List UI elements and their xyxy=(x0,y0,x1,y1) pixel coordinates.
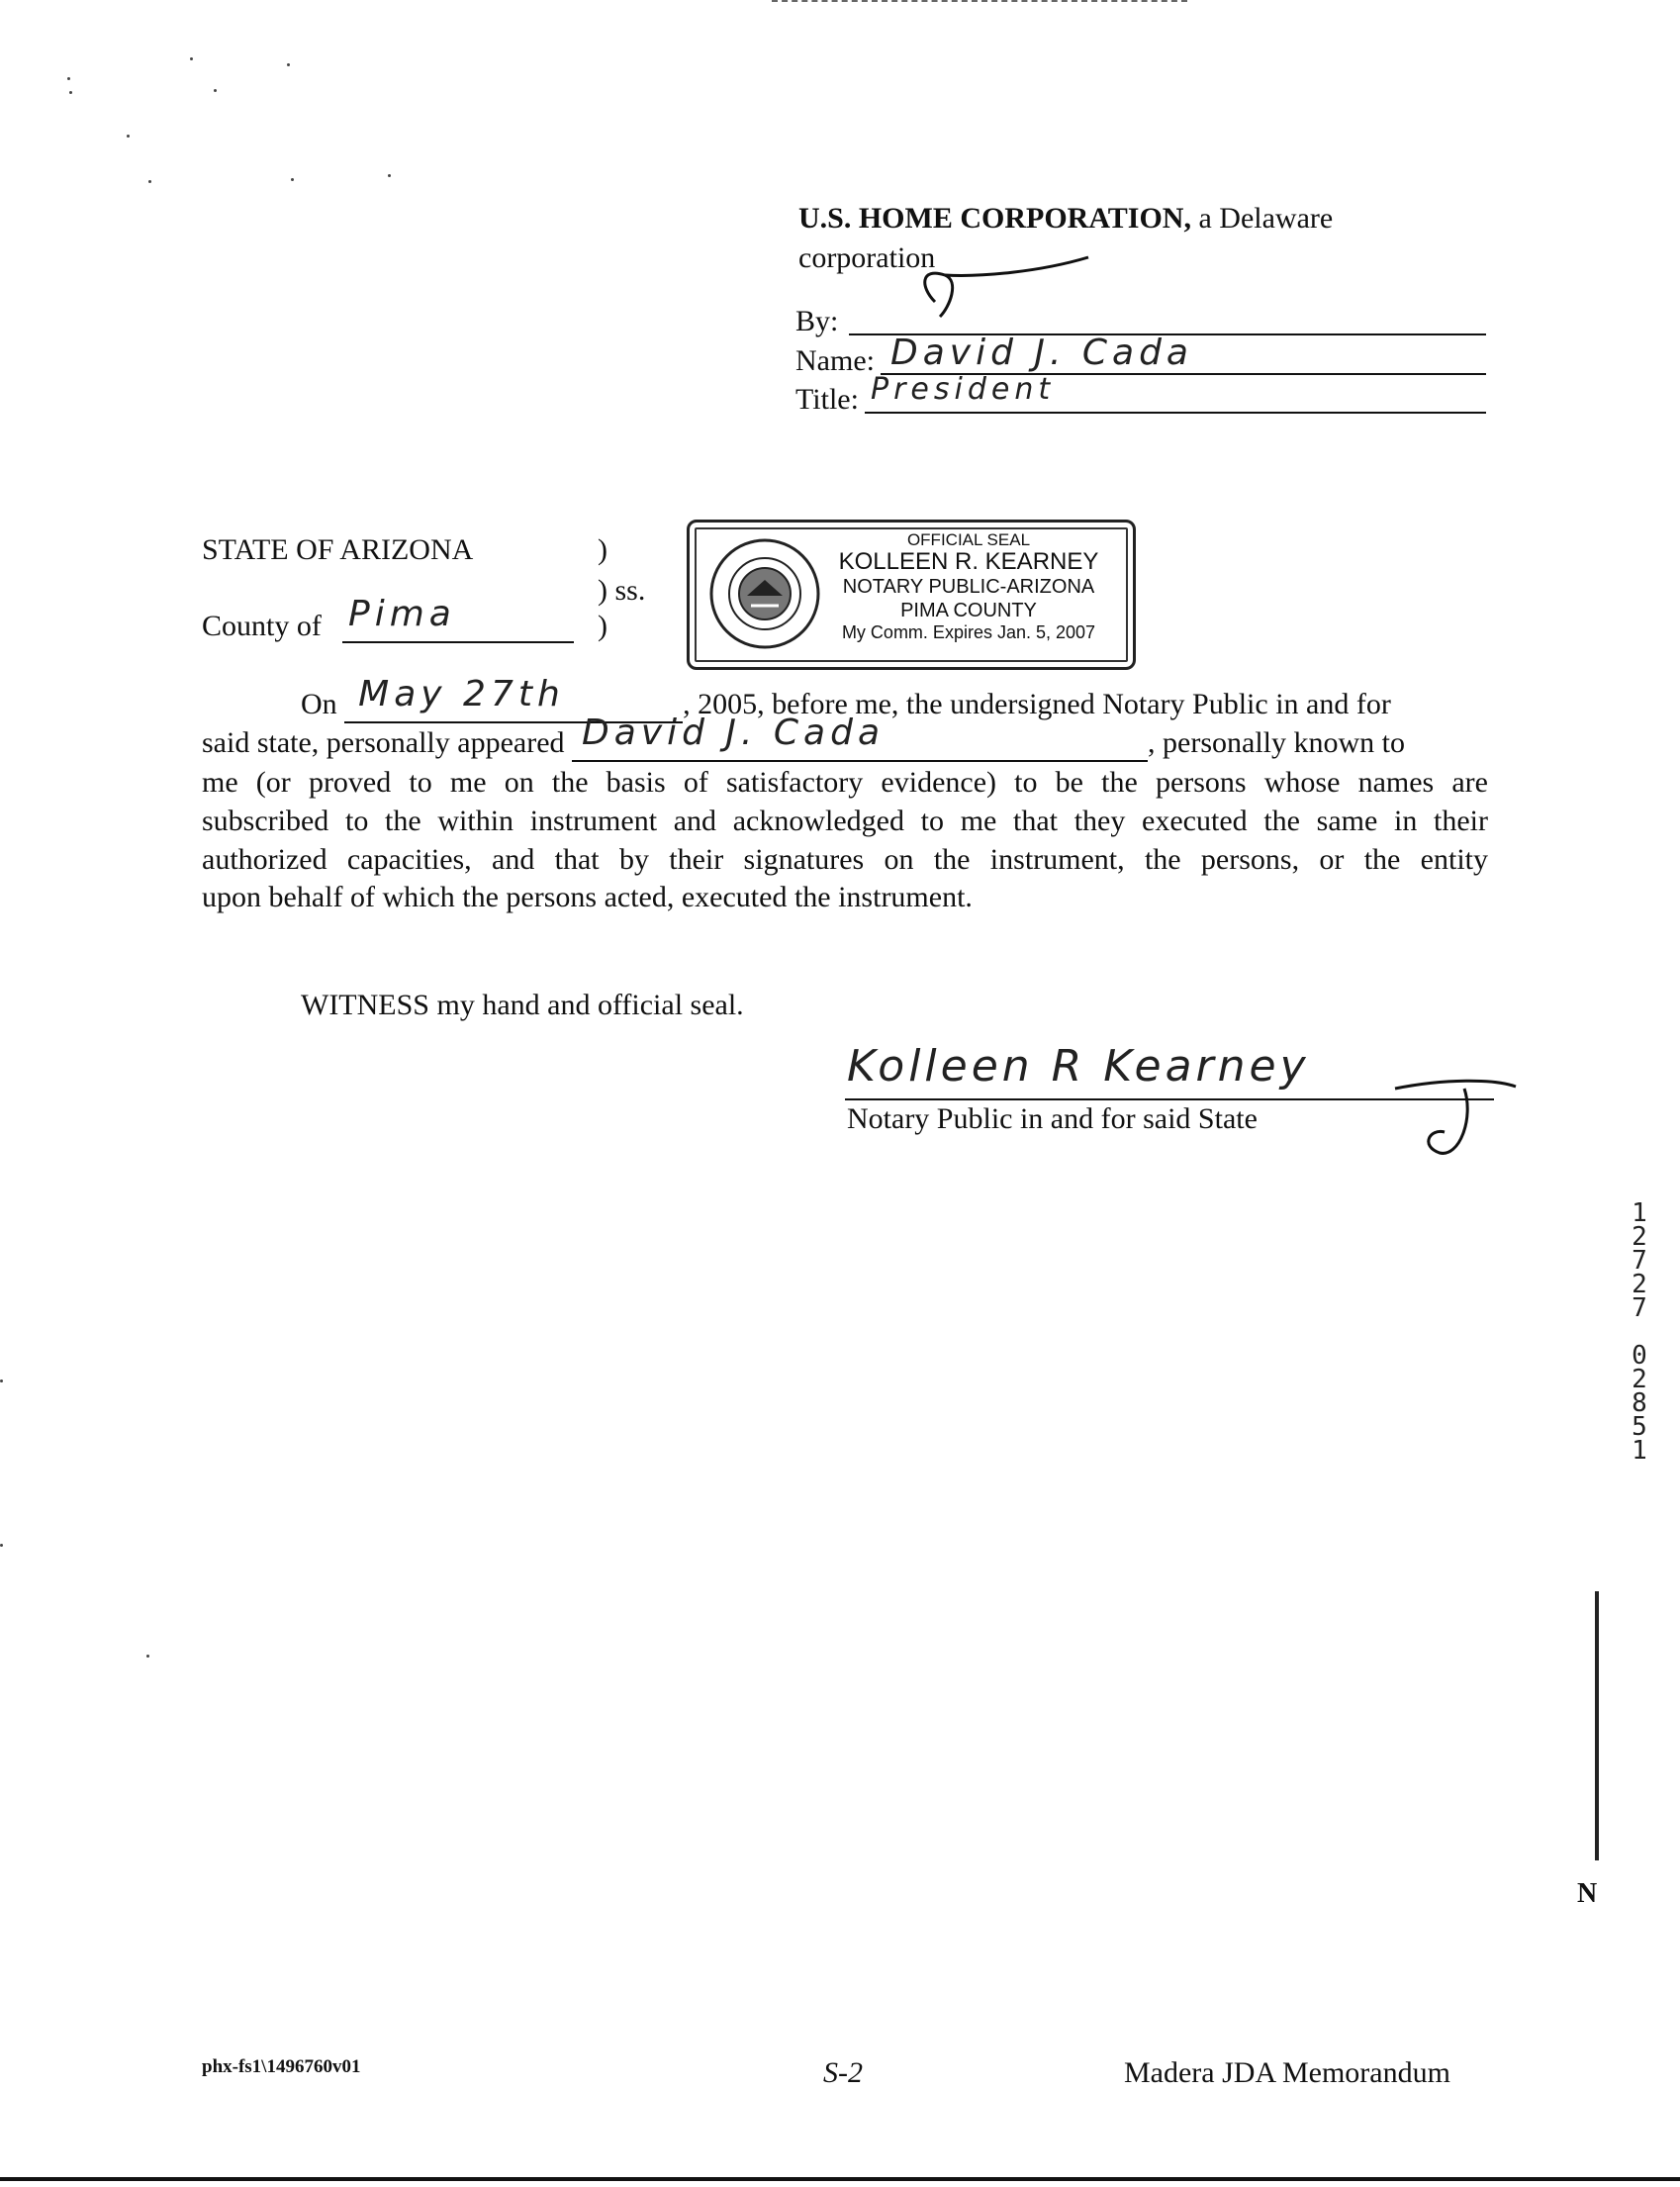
ack-line-2 xyxy=(202,713,1405,762)
venue-ss: ) ss. xyxy=(598,574,646,607)
seal-expires: My Comm. Expires Jan. 5, 2007 xyxy=(841,622,1096,642)
bottom-scan-edge xyxy=(0,2177,1680,2181)
venue-paren-3: ) xyxy=(598,610,607,642)
margin-mark: N xyxy=(1577,1878,1598,1909)
company-suffix: a Delaware xyxy=(1190,202,1334,235)
ack-line-1-rest: , 2005, before me, the undersigned Notary Public in and for xyxy=(683,688,1391,720)
top-edge-marks xyxy=(772,0,1187,5)
ack-line-2-start: said state, personally appeared xyxy=(202,726,565,759)
margin-struck-bar xyxy=(1595,1591,1599,1860)
appeared-value: David J. Cada xyxy=(582,713,886,753)
name-label: Name: xyxy=(795,344,875,377)
notary-caption: Notary Public in and for said State xyxy=(847,1102,1258,1135)
notary-seal xyxy=(687,520,1136,670)
title-value: President xyxy=(871,372,1056,407)
witness-line: WITNESS my hand and official seal. xyxy=(301,989,744,1021)
notary-signature: Kolleen R Kearney xyxy=(847,1041,1310,1092)
county-line xyxy=(342,641,574,643)
by-signature xyxy=(890,247,1148,336)
name-value: David J. Cada xyxy=(890,333,1193,373)
by-label: By: xyxy=(795,305,839,337)
notary-signature-flourish xyxy=(1385,1049,1524,1168)
company-line xyxy=(798,200,1333,238)
footer-page: S-2 xyxy=(823,2056,863,2089)
county-value: Pima xyxy=(348,594,456,634)
state-label: STATE OF ARIZONA xyxy=(202,533,474,566)
ack-on: On xyxy=(301,688,337,720)
footer-doc-id: phx-fs1\1496760v01 xyxy=(202,2056,361,2077)
margin-record-number: 1 2 7 2 7 0 2 8 5 1 xyxy=(1632,1198,1647,1466)
company-line-2: corporation xyxy=(798,241,936,274)
seal-county: PIMA COUNTY xyxy=(900,600,1037,621)
seal-name: KOLLEEN R. KEARNEY xyxy=(838,548,1099,575)
ack-line-5: authorized capacities, and that by their signatures on the instrument, the persons, or the entity xyxy=(202,843,1488,876)
footer-title: Madera JDA Memorandum xyxy=(1124,2056,1450,2089)
ack-line-2-end: , personally known to xyxy=(1148,726,1405,759)
seal-title: NOTARY PUBLIC-ARIZONA xyxy=(842,576,1095,598)
ack-line-6: upon behalf of which the persons acted, executed the instrument. xyxy=(202,881,973,913)
margin-struck-number xyxy=(1583,1591,1613,1868)
appeared-field xyxy=(572,713,1148,762)
company-name: U.S. HOME CORPORATION, xyxy=(798,202,1191,235)
state-seal-emblem xyxy=(707,536,822,651)
ack-line-4: subscribed to the within instrument and acknowledged to me that they executed the same in their xyxy=(202,805,1488,837)
venue-paren-1: ) xyxy=(598,533,607,566)
date-value: May 27th xyxy=(358,674,565,714)
ack-line-3: me (or proved to me on the basis of satisfactory evidence) to be the persons whose names are xyxy=(202,766,1488,799)
title-line xyxy=(865,412,1486,414)
county-label: County of xyxy=(202,610,322,642)
title-label: Title: xyxy=(795,383,859,416)
seal-heading: OFFICIAL SEAL xyxy=(906,530,1031,549)
